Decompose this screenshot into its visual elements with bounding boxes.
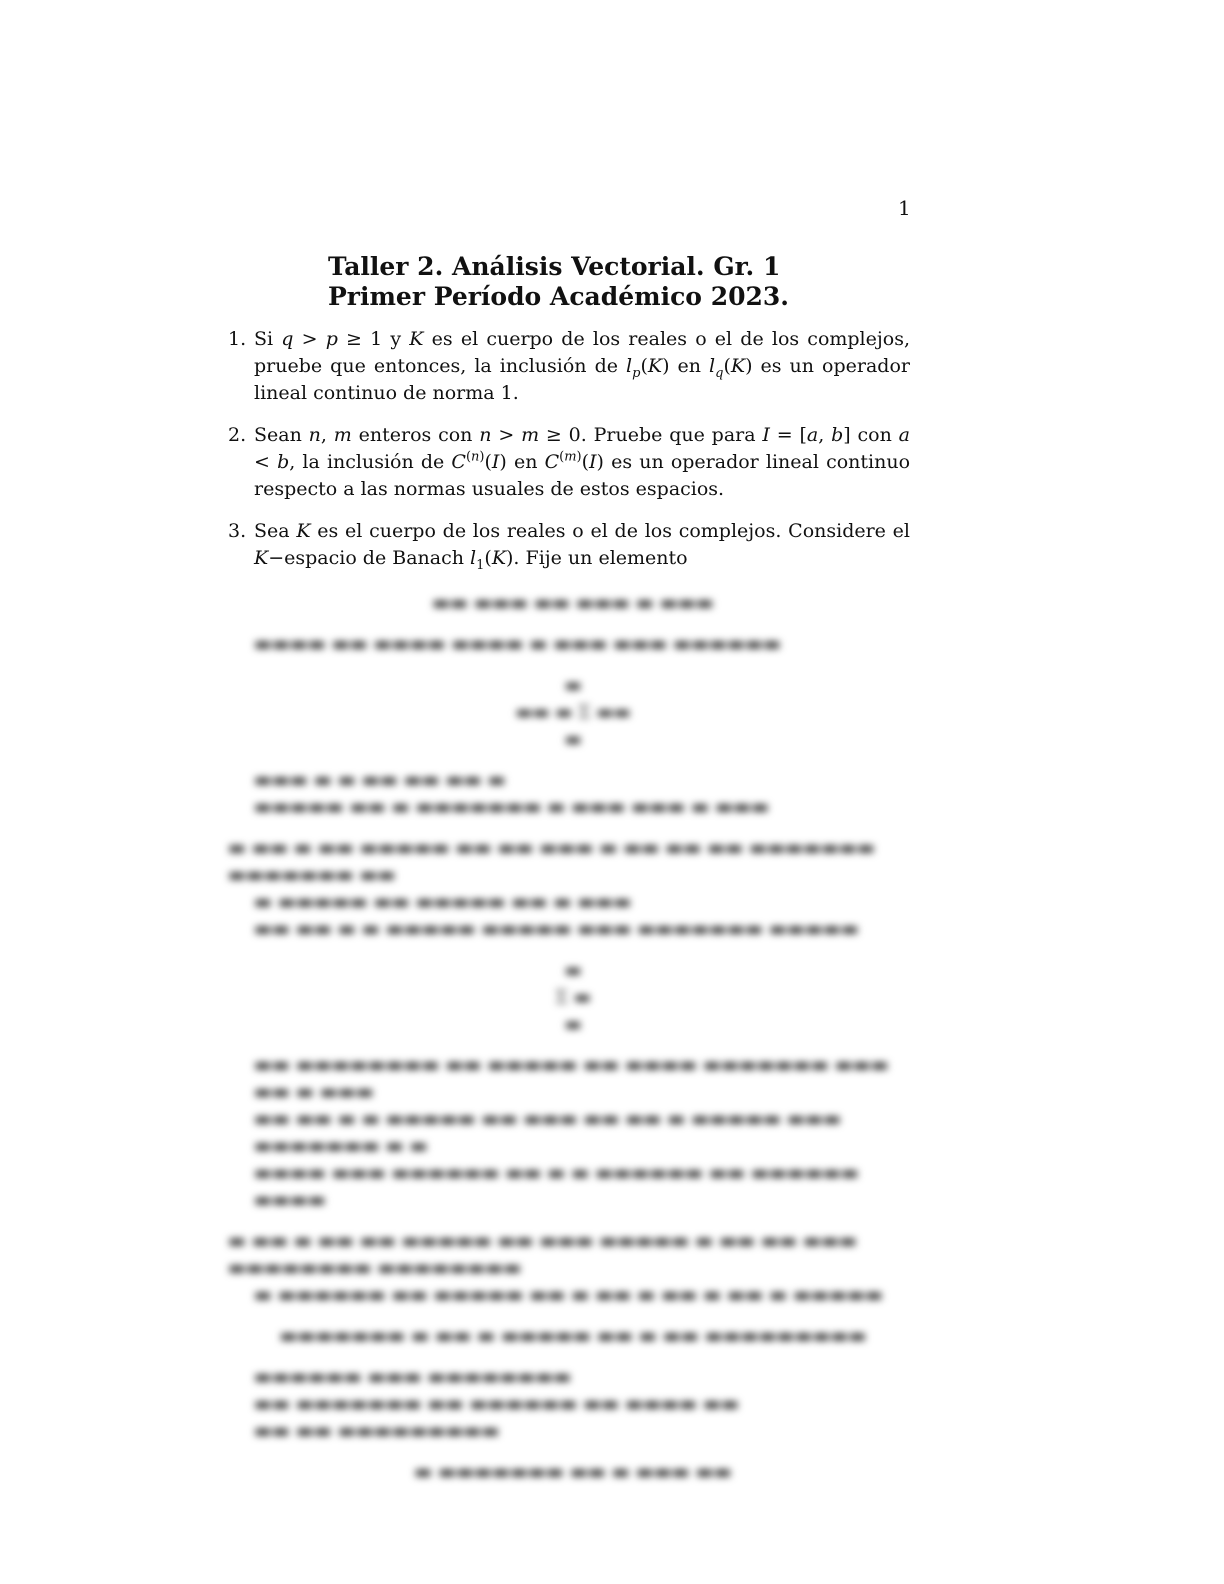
- problem-text: Si q > p ≥ 1 y K es el cuerpo de los reales o el de los complejos, pruebe que entonces, la inclusión de $l_p(K)$ en $l_q(K)$ es un operador lineal continuo de norma 1.: [254, 328, 911, 404]
- page-number: 1: [898, 196, 911, 220]
- problem-text: Sean n, m enteros con n > m ≥ 0. Pruebe que para I = [a, b] con a < b, la inclusión de $C^{(n)}(I)$ en $C^{(m)}(I)$ es un operador lineal continuo respecto a las normas usuales de estos espacios.: [254, 424, 911, 500]
- page-title: [328, 252, 789, 312]
- problem-2: [228, 422, 910, 503]
- problem-text: Sea K es el cuerpo de los reales o el de los complejos. Considere el K−espacio de Banach $l_1(K)$. Fije un elemento: [254, 520, 910, 573]
- problem-1: [228, 326, 910, 407]
- problem-3: [228, 518, 910, 572]
- problem-number: 3.: [228, 520, 247, 542]
- problem-number: 1.: [228, 328, 247, 350]
- title-line-1: Taller 2. Análisis Vectorial. Gr. 1: [328, 252, 781, 281]
- blurred-content: ▬▬ ▬▬▬ ▬▬ ▬▬▬ ▬ ▬▬▬ ▬▬▬▬ ▬▬ ▬▬▬▬ ▬▬▬▬ ▬ ▬▬▬ ▬▬▬ ▬▬▬▬▬▬ ▬ ▬▬ ▬ Σ ▬▬ ▬ ▬▬▬ ▬ ▬ ▬▬ ▬▬ ▬▬ ▬ ▬▬▬▬▬ ▬▬ ▬ ▬▬▬▬▬▬▬ ▬ ▬▬▬ ▬▬▬ ▬ ▬▬▬ ▬ ▬▬ ▬ ▬▬ ▬▬▬▬▬ ▬▬ ▬▬ ▬▬▬ ▬ ▬▬ ▬▬ ▬▬ ▬▬▬▬▬▬▬ ▬▬▬▬▬▬▬ ▬▬ ▬ ▬▬▬▬▬ ▬▬ ▬▬▬▬▬ ▬▬ ▬ ▬▬▬ ▬▬ ▬▬ ▬ ▬ ▬▬▬▬▬ ▬▬▬▬▬ ▬▬▬ ▬▬▬▬▬▬▬ ▬▬▬▬▬ ▬ Σ ▬ ▬ ▬▬ ▬▬▬▬▬▬▬▬ ▬▬ ▬▬▬▬▬ ▬▬ ▬▬▬▬ ▬▬▬▬▬▬▬ ▬▬▬ ▬▬ ▬ ▬▬▬ ▬▬ ▬▬ ▬ ▬ ▬▬▬▬▬ ▬▬ ▬▬▬ ▬▬ ▬▬ ▬ ▬▬▬▬▬ ▬▬▬ ▬▬▬▬▬▬▬ ▬ ▬ ▬▬▬▬ ▬▬▬ ▬▬▬▬▬▬ ▬▬ ▬ ▬ ▬▬▬▬▬▬ ▬▬ ▬▬▬▬▬▬ ▬▬▬▬ ▬ ▬▬ ▬ ▬▬ ▬▬ ▬▬▬▬▬ ▬▬ ▬▬▬ ▬▬▬▬▬ ▬ ▬▬ ▬▬ ▬▬▬ ▬▬▬▬▬▬▬▬ ▬▬▬▬▬▬▬▬ ▬ ▬▬▬▬▬▬ ▬▬ ▬▬▬▬▬ ▬▬ ▬ ▬▬ ▬ ▬▬ ▬ ▬▬ ▬ ▬▬▬▬▬ ▬▬▬▬▬▬▬ ▬ ▬▬ ▬ ▬▬▬▬▬ ▬▬ ▬ ▬▬ ▬▬▬▬▬▬▬▬▬ ▬▬▬▬▬▬ ▬▬▬ ▬▬▬▬▬▬▬▬ ▬▬ ▬▬▬▬▬▬▬ ▬▬ ▬▬▬▬▬▬ ▬▬ ▬▬▬▬ ▬▬ ▬▬ ▬▬ ▬▬▬▬▬▬▬▬▬ ▬ ▬▬▬▬▬▬▬ ▬▬ ▬ ▬▬▬ ▬▬: [228, 592, 889, 1483]
- title-line-2: Primer Período Académico 2023.: [328, 282, 789, 311]
- problem-number: 2.: [228, 424, 247, 446]
